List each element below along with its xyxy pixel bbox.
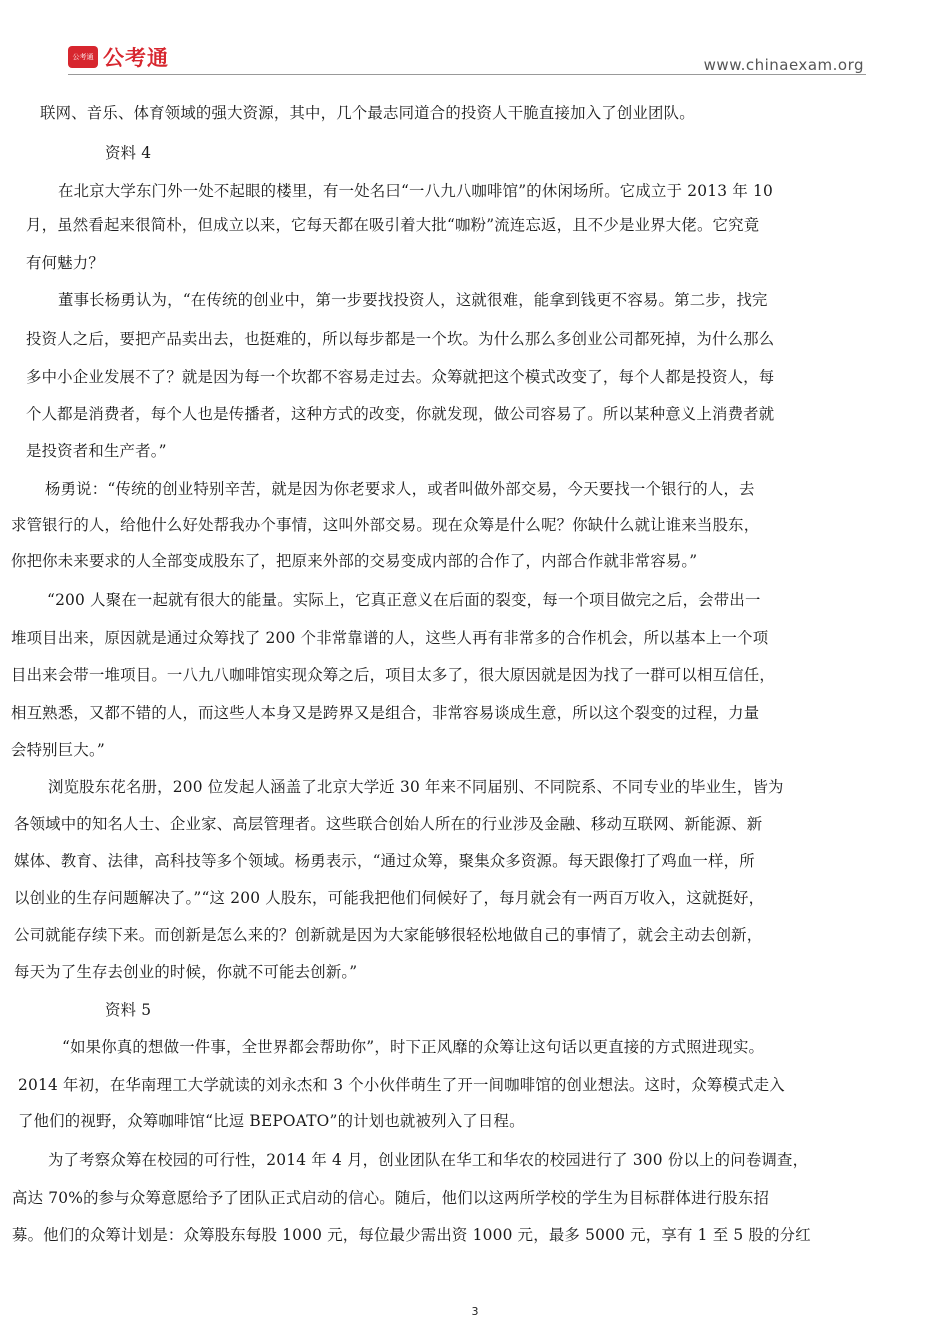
page-header [0, 0, 950, 80]
text-line: 有何魅力？ [26, 254, 104, 272]
text-line: 个人都是消费者，每个人也是传播者，这种方式的改变，你就发现，做公司容易了。所以某种意义上消费者就 [26, 405, 775, 423]
text-line: 各领域中的知名人士、企业家、高层管理者。这些联合创始人所在的行业涉及金融、移动互联网、新能源、新 [14, 815, 763, 833]
text-line: 投资人之后，要把产品卖出去，也挺难的，所以每步都是一个坎。为什么那么多创业公司都死掉，为什么那么 [26, 330, 775, 348]
text-line: 是投资者和生产者。” [26, 442, 167, 460]
text-line: “如果你真的想做一件事，全世界都会帮助你”，时下正风靡的众筹让这句话以更直接的方式照进现实。 [62, 1038, 765, 1056]
text-line: 目出来会带一堆项目。一八九八咖啡馆实现众筹之后，项目太多了，很大原因就是因为找了一群可以相互信任， [11, 666, 775, 684]
text-line: 高达 70%的参与众筹意愿给予了团队正式启动的信心。随后，他们以这两所学校的学生为目标群体进行股东招 [12, 1189, 770, 1207]
text-line: 以创业的生存问题解决了。”“这 200 人股东，可能我把他们伺候好了，每月就会有一两百万收入，这就挺好， [14, 889, 765, 907]
logo-badge: 公考通 [68, 46, 98, 68]
text-line: 董事长杨勇认为，“在传统的创业中，第一步要找投资人，这就很难，能拿到钱更不容易。第二步，找完 [58, 291, 768, 309]
text-line: “200 人聚在一起就有很大的能量。实际上，它真正意义在后面的裂变，每一个项目做完之后，会带出一 [47, 591, 761, 609]
text-line: 会特别巨大。” [11, 741, 105, 759]
text-line: 相互熟悉，又都不错的人，而这些人本身又是跨界又是组合，非常容易谈成生意，所以这个裂变的过程，力量 [11, 704, 760, 722]
section-heading: 资料 5 [105, 1001, 152, 1019]
text-line: 每天为了生存去创业的时候，你就不可能去创新。” [14, 963, 358, 981]
text-line: 为了考察众筹在校园的可行性，2014 年 4 月，创业团队在华工和华农的校园进行了 300 份以上的问卷调查， [48, 1151, 809, 1169]
text-line: 在北京大学东门外一处不起眼的楼里，有一处名曰“一八九八咖啡馆”的休闲场所。它成立于 2013 年 10 [58, 182, 773, 200]
logo-text: 公考通 [103, 46, 169, 70]
text-line: 你把你未来要求的人全部变成股东了，把原来外部的交易变成内部的合作了，内部合作就非常容易。” [11, 552, 698, 570]
text-line: 了他们的视野，众筹咖啡馆“比逗 BEPOATO”的计划也就被列入了日程。 [18, 1112, 525, 1130]
page-number: 3 [471, 1305, 479, 1318]
text-line: 求管银行的人，给他什么好处帮我办个事情，这叫外部交易。现在众筹是什么呢？你缺什么就让谁来当股东， [11, 516, 760, 534]
text-line: 募。他们的众筹计划是：众筹股东每股 1000 元，每位最少需出资 1000 元，最多 5000 元，享有 1 至 5 股的分红 [12, 1226, 811, 1244]
header-divider [68, 74, 866, 75]
section-heading: 资料 4 [105, 144, 152, 162]
text-line: 联网、音乐、体育领域的强大资源，其中，几个最志同道合的投资人干脆直接加入了创业团队。 [40, 104, 695, 122]
text-line: 堆项目出来，原因就是通过众筹找了 200 个非常靠谱的人，这些人再有非常多的合作机会，所以基本上一个项 [11, 629, 769, 647]
text-line: 公司就能存续下来。而创新是怎么来的？创新就是因为大家能够很轻松地做自己的事情了，就会主动去创新， [14, 926, 763, 944]
text-line: 月，虽然看起来很简朴，但成立以来，它每天都在吸引着大批“咖粉”流连忘返，且不少是业界大佬。它究竟 [26, 216, 760, 234]
site-url[interactable]: www.chinaexam.org [703, 56, 864, 74]
text-line: 杨勇说：“传统的创业特别辛苦，就是因为你老要求人，或者叫做外部交易，今天要找一个银行的人，去 [45, 480, 755, 498]
text-line: 2014 年初，在华南理工大学就读的刘永杰和 3 个小伙伴萌生了开一间咖啡馆的创业想法。这时，众筹模式走入 [18, 1076, 785, 1094]
text-line: 媒体、教育、法律，高科技等多个领域。杨勇表示，“通过众筹，聚集众多资源。每天跟像打了鸡血一样，所 [14, 852, 755, 870]
text-line: 多中小企业发展不了？就是因为每一个坎都不容易走过去。众筹就把这个模式改变了，每个人都是投资人，每 [26, 368, 775, 386]
text-line: 浏览股东花名册，200 位发起人涵盖了北京大学近 30 年来不同届别、不同院系、不同专业的毕业生，皆为 [48, 778, 784, 796]
